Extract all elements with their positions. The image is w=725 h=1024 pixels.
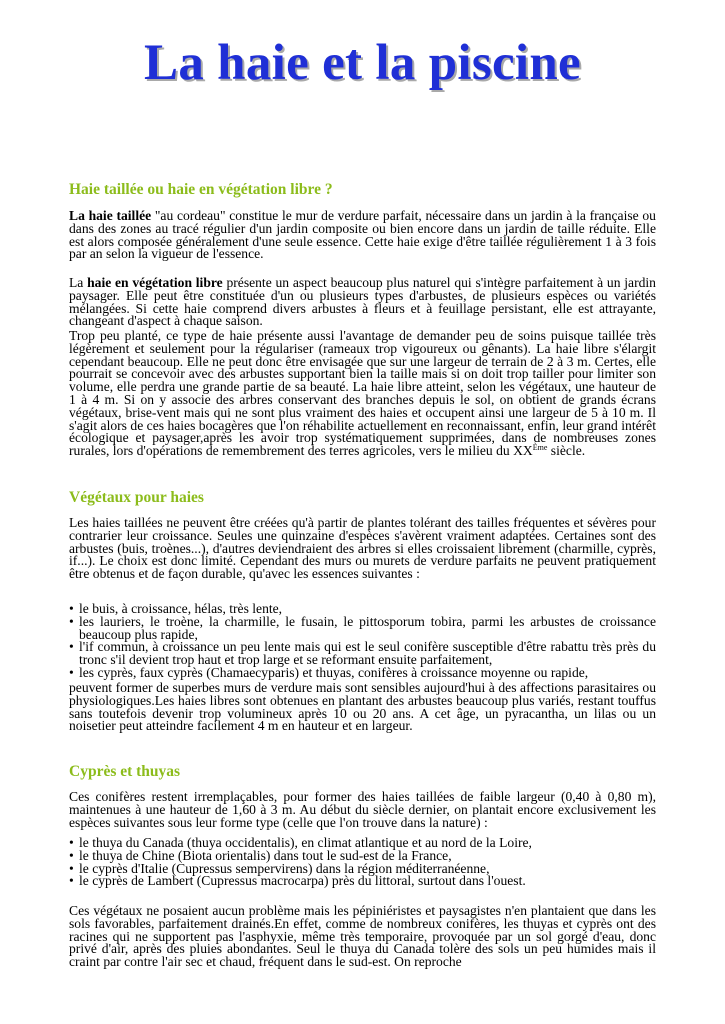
paragraph-haies-taillees: Les haies taillées ne peuvent être créées qu'à partir de plantes tolérant des tailles fréquentes et sévères pour contrarier leur croissance. Seules une quinzaine d'espèces s'avèrent vraiment adaptées. Certaines sont des arbustes (buis, troènes...), d'autres deviendraient des arbres si elles croissaient librement (charmille, cyprès, if...). Le choix est donc limité. Cependant des murs ou murets de verdure parfaits ne peuvent pratiquement être obtenus et de façon durable, qu'avec les essences suivantes :: [69, 515, 656, 582]
list-item: • le thuya de Chine (Biota orientalis) dans tout le sud-est de la France,: [69, 850, 656, 863]
list-item: • le cyprès de Lambert (Cupressus macrocarpa) près du littoral, surtout dans l'ouest.: [69, 875, 656, 888]
paragraph-text: La: [69, 275, 88, 290]
list-item: • le cyprès d'Italie (Cupressus sempervirens) dans la région méditerranéenne,: [69, 863, 656, 876]
bold-term: La haie taillée: [69, 208, 152, 223]
essences-list: [69, 603, 656, 680]
section-heading-haie-taillee: Haie taillée ou haie en végétation libre ?: [69, 181, 333, 198]
paragraph-text: présente un aspect beaucoup plus naturel qui s'intègre parfaitement à un jardin paysager. Elle peut être constituée d'un ou plusieurs types d'arbustes, de plusieurs espèces ou variétés mélangées. Si cette haie comprend divers arbustes à fleurs et à feuillage persistant, elle est attrayante, changeant d'aspect à chaque saison.: [69, 275, 656, 329]
list-item: • l'if commun, à croissance un peu lente mais qui est le seul conifère susceptible d'être rabattu très près du tronc s'il devient trop haut et trop large et se reformant ensuite parfaitement,: [69, 641, 656, 667]
page-title: La haie et la piscine: [144, 35, 581, 91]
paragraph-trop-peu-plante: [69, 330, 656, 458]
paragraph-coniferes: Ces conifères restent irremplaçables, pour former des haies taillées de faible largeur (0,40 à 0,80 m), maintenues à une hauteur de 1,60 à 3 m. Au début du siècle dernier, on plantait encore exclusivement les espèces suivantes sous leur forme type (celle que l'on trouve dans la nature) :: [69, 789, 656, 830]
paragraph-text: siècle.: [547, 443, 586, 459]
paragraph-haie-taillee: [69, 210, 656, 261]
list-item: • le thuya du Canada (thuya occidentalis), en climat atlantique et au nord de la Loire,: [69, 837, 656, 850]
superscript: Ème: [532, 443, 548, 453]
list-item: • le buis, à croissance, hélas, très lente,: [69, 603, 656, 616]
list-item: • les cyprès, faux cyprès (Chamaecyparis) et thuyas, conifères à croissance moyenne ou rapide,: [69, 667, 656, 680]
paragraph-text: "au cordeau" constitue le mur de verdure parfait, nécessaire dans un jardin à la française ou dans des zones au tracé régulier d'un jardin composite ou bien encore dans un jardin de taille réduite. Elle est alors composée généralement d'une seule essence. Cette haie exige d'être taillée régulièrement 1 à 3 fois par an selon la vigueur de l'essence.: [69, 208, 656, 262]
list-item: • les lauriers, le troène, la charmille, le fusain, le pittosporum tobira, parmi les arbustes de croissance beaucoup plus rapide,: [69, 616, 656, 642]
paragraph-murs-verdure: peuvent former de superbes murs de verdure mais sont sensibles aujourd'hui à des affections parasitaires ou physiologiques.Les haies libres sont obtenues en plantant des arbustes beaucoup plus variés, restant touffus sans toutefois devenir trop volumineux après 10 ou 20 ans. A cet âge, un pyracantha, un lilas ou un noisetier peut atteindre facilement 4 m en hauteur et en largeur.: [69, 680, 656, 734]
section-heading-vegetaux: Végétaux pour haies: [69, 489, 204, 506]
paragraph-text: Trop peu planté, ce type de haie présente aussi l'avantage de demander peu de soins puisque taillée très légèrement et seulement pour la régulariser (rameaux trop vigoureux ou gênants). La haie libre s'élargit cependant beaucoup. Elle ne peut donc être envisagée que sur une largeur de terrain de 2 à 3 m. Certes, elle pourrait se concevoir avec des arbustes supportant bien la taille mais si on doit trop tailler pour limiter son volume, elle perdra une grande partie de sa beauté. La haie libre atteint, selon les végétaux, une hauteur de 1 à 4 m. Si on y associe des arbres conservant des branches depuis le sol, on obtient de grands écrans végétaux, brise-vent mais qui ne sont plus vraiment des haies et occupent ainsi une largeur de 5 à 10 m. Il s'agit alors de ces haies bocagères que l'on réhabilite actuellement en reconnaissant, enfin, leur grand intérêt écologique et paysager,après les avoir trop systématiquement supprimées, dans de nombreuses zones rurales, lors d'opérations de remembrement des terres agricoles, vers le milieu du XX: [69, 328, 656, 459]
species-list: [69, 837, 656, 888]
bold-term: haie en végétation libre: [87, 275, 223, 290]
section-heading-cypres: Cyprès et thuyas: [69, 763, 181, 780]
paragraph-haie-libre: [69, 277, 656, 328]
paragraph-vegetaux-problemes: Ces végétaux ne posaient aucun problème mais les pépiniéristes et paysagistes n'en plantaient que dans les sols favorables, parfaitement drainés.En effet, comme de nombreux conifères, les thuyas et cyprès ont des racines qui ne supportent pas l'asphyxie, même très temporaire, provoquée par un sol gorgé d'eau, donc privé d'air, après des pluies abondantes. Seul le thuya du Canada tolère des sols un peu humides mais il craint par contre l'air sec et chaud, fréquent dans le sud-est. On reproche: [69, 903, 656, 970]
